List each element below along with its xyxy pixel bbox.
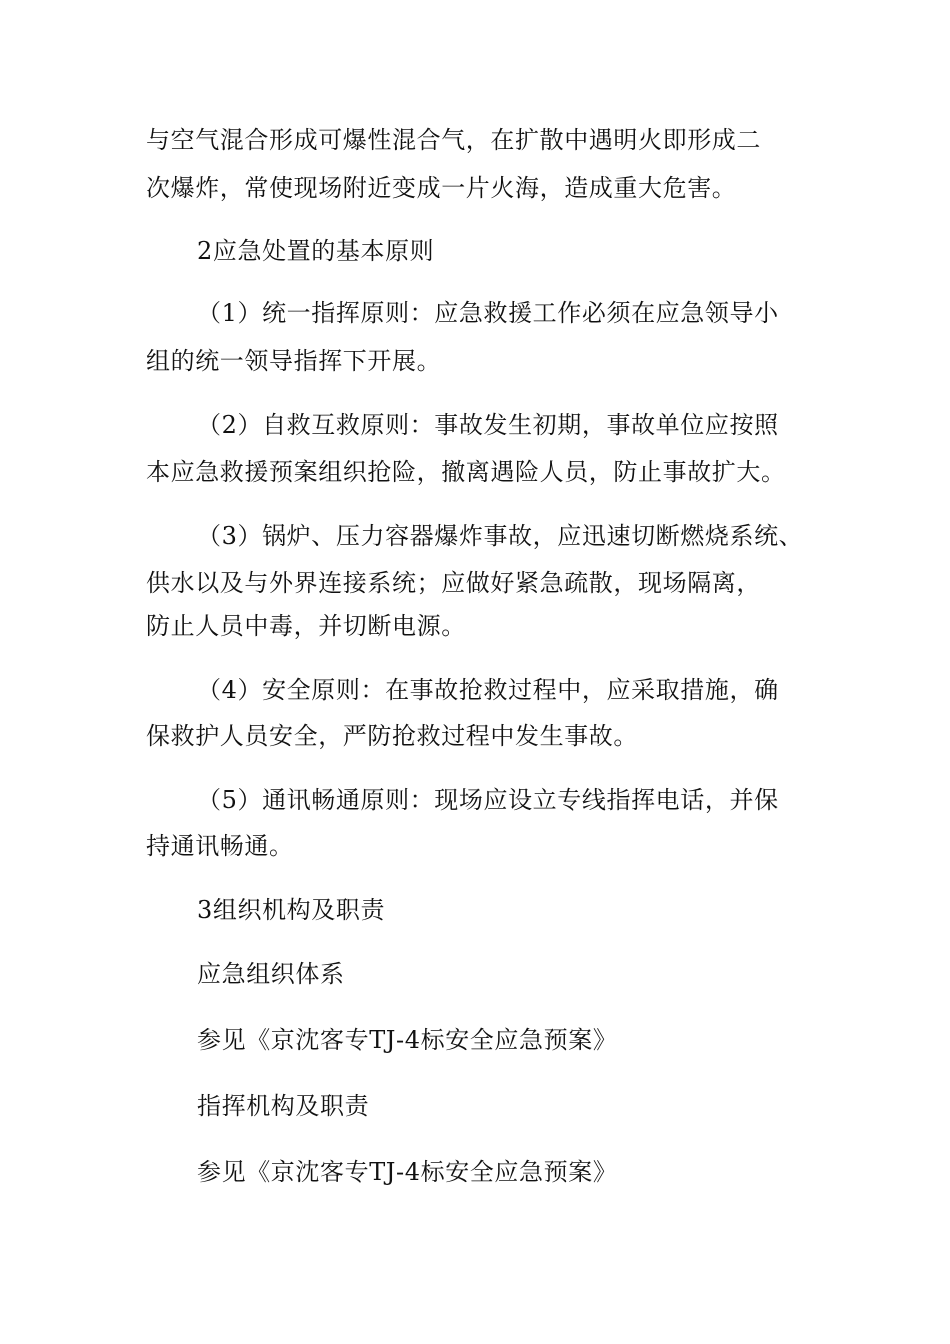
principle-5-line-1: （5）通讯畅通原则：现场应设立专线指挥电话，并保 [197, 786, 779, 814]
principle-2-line-2: 本应急救援预案组织抢险，撤离遇险人员，防止事故扩大。 [146, 458, 786, 486]
principle-4-line-2: 保救护人员安全，严防抢救过程中发生事故。 [146, 722, 638, 750]
principle-4-line-1: （4）安全原则：在事故抢救过程中，应采取措施，确 [197, 676, 779, 704]
principle-3-line-3: 防止人员中毒，并切断电源。 [146, 612, 466, 640]
reference-line-1: 参见《京沈客专TJ-4标安全应急预案》 [197, 1026, 618, 1054]
principle-2-line-1: （2）自救互救原则：事故发生初期，事故单位应按照 [197, 411, 779, 439]
paragraph-line-hazard-1: 与空气混合形成可爆性混合气，在扩散中遇明火即形成二 [146, 126, 761, 154]
principle-1-line-1: （1）统一指挥原则：应急救援工作必须在应急领导小 [197, 299, 779, 327]
paragraph-line-hazard-2: 次爆炸，常使现场附近变成一片火海，造成重大危害。 [146, 174, 737, 202]
principle-3-line-2: 供水以及与外界连接系统；应做好紧急疏散，现场隔离， [146, 569, 761, 597]
subheading-emergency-system: 应急组织体系 [197, 960, 345, 988]
principle-5-line-2: 持通讯畅通。 [146, 832, 294, 860]
section-heading-organization: 3组织机构及职责 [197, 896, 386, 924]
principle-1-line-2: 组的统一领导指挥下开展。 [146, 347, 442, 375]
section-heading-principles: 2应急处置的基本原则 [197, 237, 435, 265]
subheading-command-structure: 指挥机构及职责 [197, 1092, 370, 1120]
reference-line-2: 参见《京沈客专TJ-4标安全应急预案》 [197, 1158, 618, 1186]
principle-3-line-1: （3）锅炉、压力容器爆炸事故，应迅速切断燃烧系统、 [197, 522, 804, 550]
